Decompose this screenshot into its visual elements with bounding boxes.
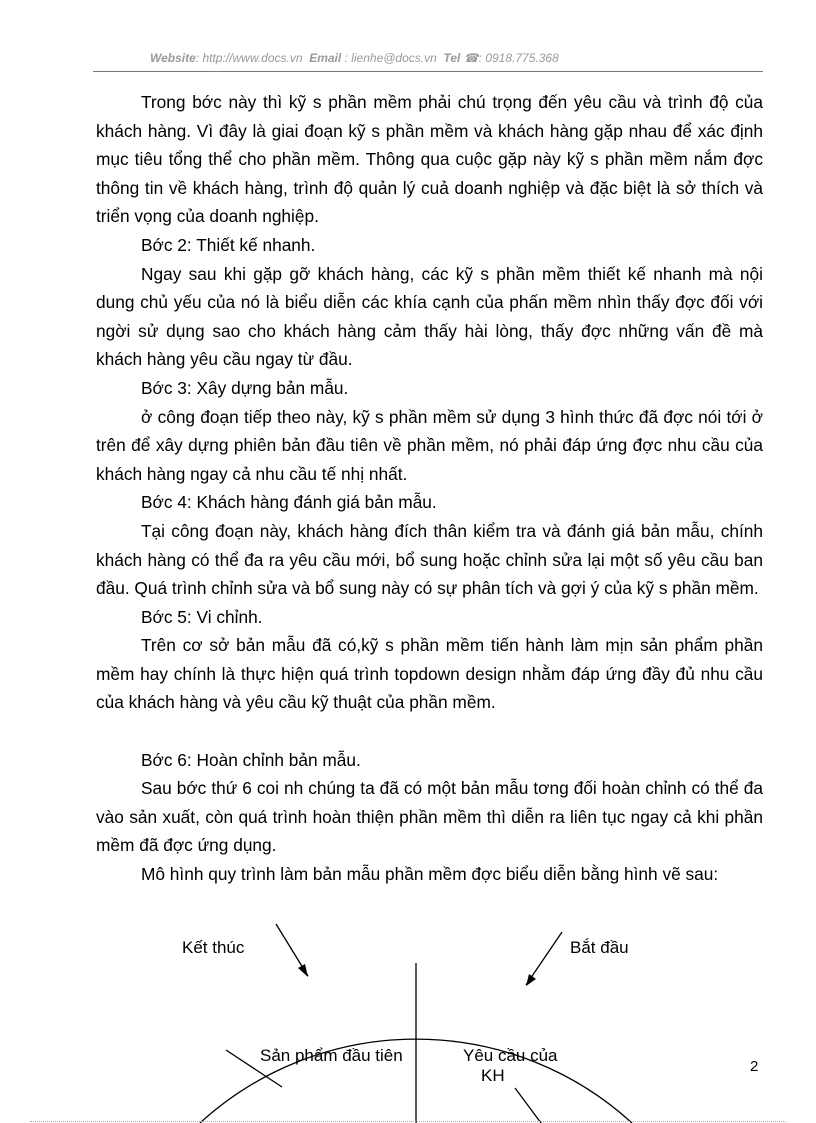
email-value: : lienhe@docs.vn bbox=[344, 51, 437, 65]
tel-value: : 0918.775.368 bbox=[478, 51, 559, 65]
segment-first-product: Sản phẩm đầu tiên bbox=[260, 1046, 403, 1065]
paragraph-6: Sau bớc thứ 6 coi nh chúng ta đã có một bản mẫu tơng đối hoàn chỉnh có thể đa vào sản xuất, còn quá trình hoàn thiện phần mềm thì diễn ra liên tục ngay cả khi phần mềm đã đợc ứng dụng. bbox=[96, 778, 763, 856]
paragraph-2: Ngay sau khi gặp gỡ khách hàng, các kỹ s phần mềm thiết kế nhanh mà nội dung chủ yếu của nó là biểu diễn các khía cạnh của phấn mềm nhìn thấy đợc đối với ngời sử dụng sao cho khách hàng cảm thấy hài lòng, thấy đợc những vấn đề mà khách hàng yêu cầu ngay từ đầu. bbox=[96, 263, 763, 370]
bottom-divider bbox=[30, 1121, 786, 1122]
step-2-heading: Bớc 2: Thiết kế nhanh. bbox=[141, 234, 316, 255]
email-label: Email bbox=[309, 51, 342, 65]
phone-icon: ☎ bbox=[463, 51, 479, 65]
paragraph-4: Tại công đoạn này, khách hàng đích thân kiểm tra và đánh giá bản mẫu, chính khách hàng có thể đa ra yêu cầu mới, bổ sung hoặc chỉnh sửa lại một số yêu cầu ban đầu. Quá trình chỉnh sửa và bổ sung này có sự phân tích và gợi ý của kỹ s phần mềm. bbox=[96, 520, 763, 599]
step-6-heading: Bớc 6: Hoàn chỉnh bản mẫu. bbox=[141, 749, 361, 770]
paragraph-3: ở công đoạn tiếp theo này, kỹ s phần mềm sử dụng 3 hình thức đã đợc nói tới ở trên để xây dựng phiên bản đầu tiên về phần mềm, nó phải đáp ứng đợc nhu cầu của khách hàng ngay cả nhu cầu tế nhị nhất. bbox=[96, 406, 763, 484]
step-5-heading: Bớc 5: Vi chỉnh. bbox=[141, 606, 263, 627]
label-start: Bắt đầu bbox=[570, 938, 629, 957]
segment-customer-requirements: Yêu cầu của bbox=[463, 1046, 558, 1065]
end-arrow-head bbox=[298, 964, 308, 977]
start-arrow-head bbox=[526, 974, 536, 986]
website-label: Website bbox=[150, 51, 196, 65]
step-4-heading: Bớc 4: Khách hàng đánh giá bản mẫu. bbox=[141, 492, 437, 513]
label-end: Kết thúc bbox=[182, 938, 245, 957]
page-number: 2 bbox=[750, 1058, 759, 1075]
step-3-heading: Bớc 3: Xây dựng bản mẫu. bbox=[141, 377, 349, 398]
website-value: : http://www.docs.vn bbox=[195, 51, 303, 65]
segment-customer-requirements-line2: KH bbox=[481, 1066, 505, 1085]
right-divider bbox=[515, 1088, 541, 1123]
paragraph-1: Trong bớc này thì kỹ s phần mềm phải chú trọng đến yêu cầu và trình độ của khách hàng. Vì đây là giai đoạn kỹ s phần mềm và khách hàng gặp nhau để xác định mục tiêu tổng thể cho phần mềm. Thông qua cuộc gặp này kỹ s phần mềm nắm đợc thông tin về khách hàng, trình độ quản lý cuả doanh nghiệp và đặc biệt là sở thích và triển vọng của doanh nghiệp. bbox=[96, 92, 763, 227]
paragraph-5: Trên cơ sở bản mẫu đã có,kỹ s phần mềm tiến hành làm mịn sản phẩm phần mềm hay chính là thực hiện quá trình topdown design nhằm đáp ứng đầy đủ nhu cầu của khách hàng và yêu cầu kỹ thuật của phần mềm. bbox=[96, 635, 763, 713]
tel-label: Tel bbox=[443, 51, 461, 65]
paragraph-7: Mô hình quy trình làm bản mẫu phần mềm đợc biểu diễn bằng hình vẽ sau: bbox=[141, 864, 719, 885]
